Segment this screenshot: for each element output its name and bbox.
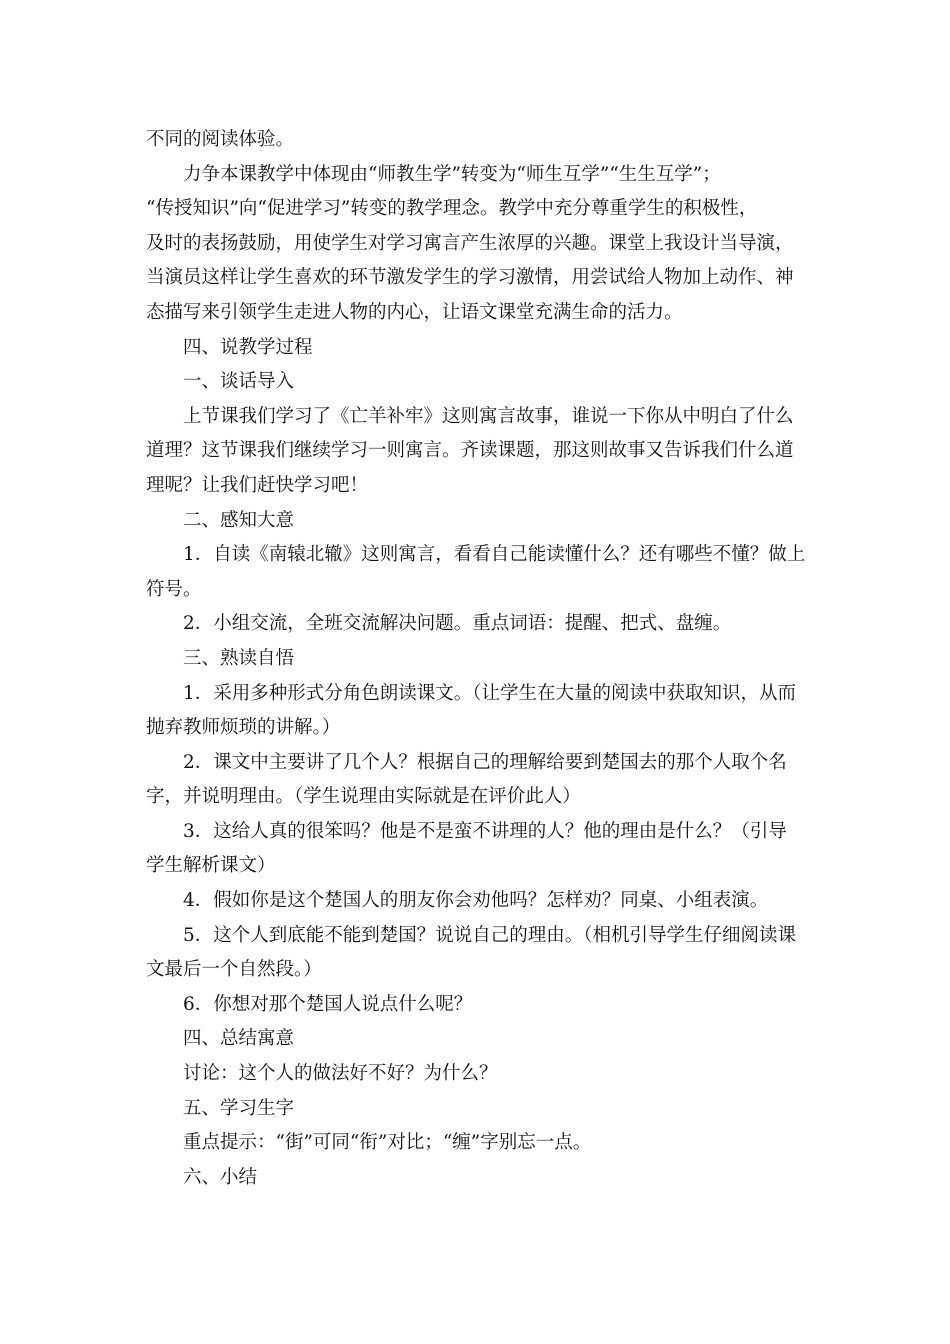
text-line: 1．自读《南辕北辙》这则寓言，看看自己能读懂什么？还有哪些不懂？做上 [183, 544, 806, 566]
text-line: 上节课我们学习了《亡羊补牢》这则寓言故事，谁说一下你从中明白了什么 [183, 405, 794, 427]
text-line: 三、熟读自悟 [183, 647, 295, 669]
text-line: 5．这个人到底能不能到楚国？说说自己的理由。（相机引导学生仔细阅读课 [183, 924, 797, 946]
text-line: 2．课文中主要讲了几个人？根据自己的理解给要到楚国去的那个人取个名 [183, 751, 787, 773]
text-line: 道理？这节课我们继续学习一则寓言。齐读课题，那这则故事又告诉我们什么道 [146, 440, 794, 462]
text-line: 四、总结寓意 [183, 1028, 295, 1050]
text-line: 3．这给人真的很笨吗？他是不是蛮不讲理的人？他的理由是什么？（引导 [183, 820, 787, 842]
text-line: 符号。 [146, 578, 202, 600]
text-line: 讨论：这个人的做法好不好？为什么？ [183, 1063, 498, 1085]
text-line: 学生解析课文） [146, 855, 276, 877]
text-line: 重点提示：“街”可同“衔”对比；“缠”字别忘一点。 [183, 1132, 592, 1154]
text-line: 态描写来引领学生走进人物的内心，让语文课堂充满生命的活力。 [146, 301, 683, 323]
text-line: 4．假如你是这个楚国人的朋友你会劝他吗？怎样劝？同桌、小组表演。 [183, 890, 769, 912]
text-line: 六、小结 [183, 1166, 258, 1188]
text-line: “传授知识”向“促进学习”转变的教学理念。教学中充分尊重学生的积极性， [146, 198, 758, 220]
text-line: 当演员这样让学生喜欢的环节激发学生的学习激情，用尝试给人物加上动作、神 [146, 267, 794, 289]
text-line: 1．采用多种形式分角色朗读课文。（让学生在大量的阅读中获取知识，从而 [183, 682, 797, 704]
text-line: 五、学习生字 [183, 1097, 295, 1119]
text-line: 四、说教学过程 [183, 336, 313, 358]
text-line: 文最后一个自然段。） [146, 959, 322, 981]
text-line: 二、感知大意 [183, 509, 295, 531]
text-line: 不同的阅读体验。 [146, 129, 295, 150]
text-line: 一、谈话导入 [183, 371, 295, 393]
text-line: 抛弃教师烦琐的讲解。） [146, 717, 341, 739]
text-line: 理呢？让我们赶快学习吧！ [146, 474, 369, 496]
text-line: 字，并说明理由。（学生说理由实际就是在评价此人） [146, 786, 581, 808]
text-line: 力争本课教学中体现由“师教生学”转变为“师生互学”“生生互学”； [183, 163, 721, 185]
document-body [146, 123, 811, 1195]
text-line: 及时的表扬鼓励，用使学生对学习寓言产生浓厚的兴趣。课堂上我设计当导演， [146, 232, 794, 254]
text-line: 2．小组交流，全班交流解决问题。重点词语：提醒、把式、盘缠。 [183, 613, 732, 635]
text-line: 6．你想对那个楚国人说点什么呢？ [183, 993, 473, 1015]
